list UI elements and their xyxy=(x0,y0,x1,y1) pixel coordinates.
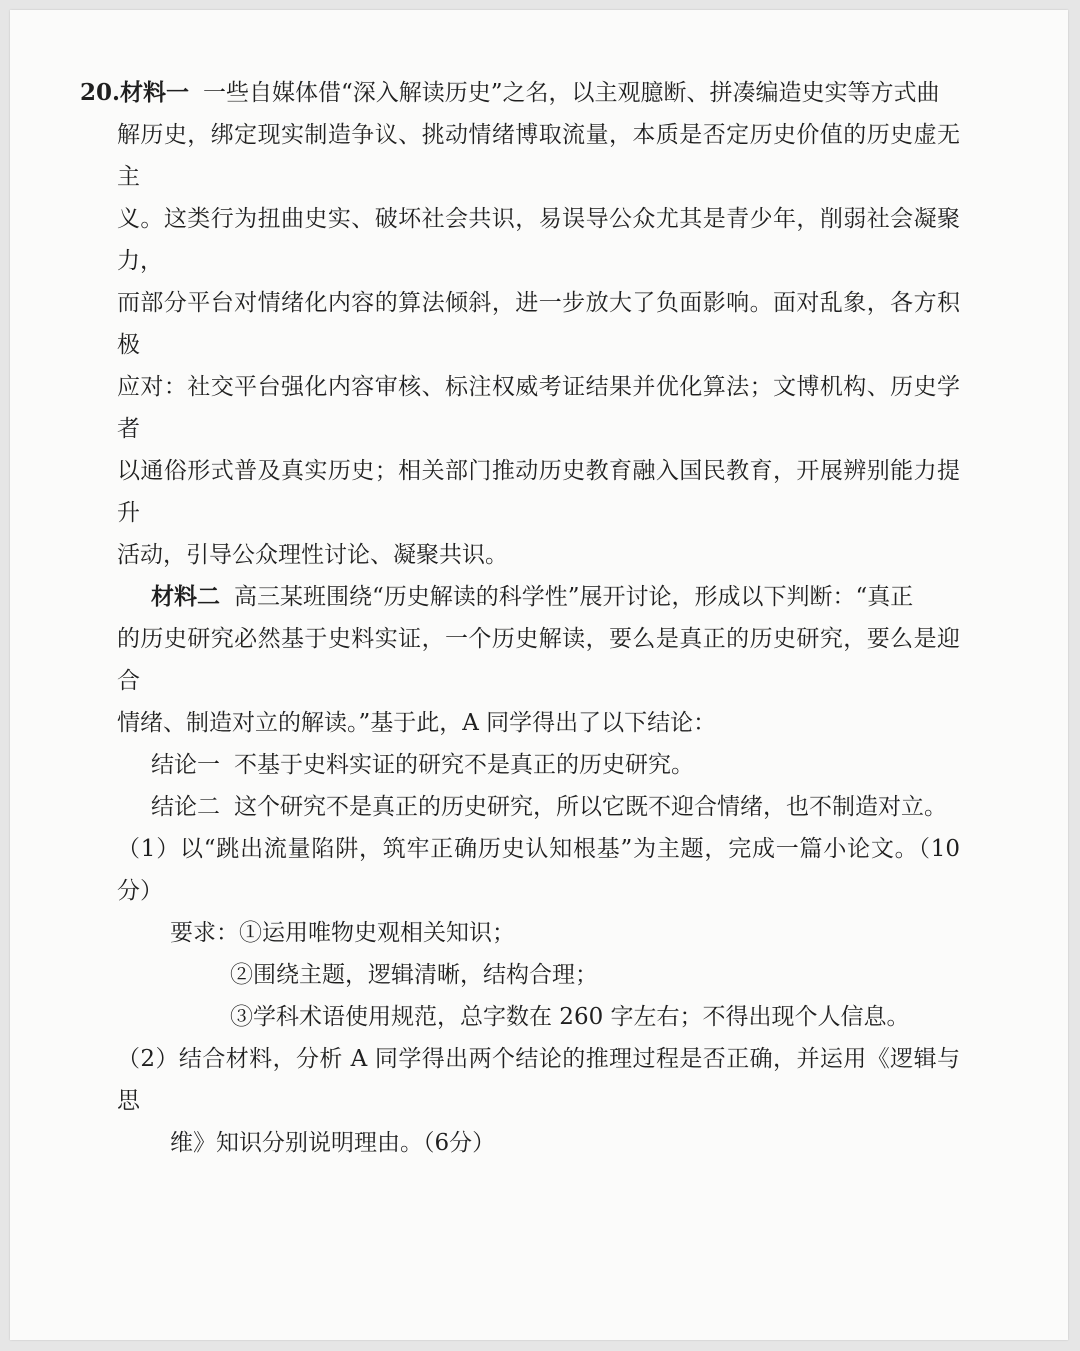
conclusion-label: 结论一 xyxy=(151,752,220,778)
material1-label: 材料一 xyxy=(120,79,190,106)
conclusion-1 xyxy=(80,744,960,786)
material1-line: 义。这类行为扭曲史实、破坏社会共识，易误导公众尤其是青少年，削弱社会凝聚力， xyxy=(117,206,960,274)
requirement-1 xyxy=(80,912,960,954)
material1-line: 而部分平台对情绪化内容的算法倾斜，进一步放大了负面影响。面对乱象，各方积极 xyxy=(117,290,960,358)
material1-line: 活动，引导公众理性讨论、凝聚共识。 xyxy=(117,542,508,568)
requirement-3: ③学科术语使用规范，总字数在 260 字左右；不得出现个人信息。 xyxy=(230,1004,910,1030)
question-20 xyxy=(80,72,960,1164)
requirement-2: ②围绕主题，逻辑清晰，结构合理； xyxy=(230,962,598,988)
material1-line: 以通俗形式普及真实历史；相关部门推动历史教育融入国民教育，开展辨别能力提升 xyxy=(117,458,960,526)
sub-question-1: （1）以“跳出流量陷阱，筑牢正确历史认知根基”为主题，完成一篇小论文。（10分） xyxy=(117,836,960,904)
question-number: 20. xyxy=(80,79,121,106)
sub-question-2: （2）结合材料，分析 A 同学得出两个结论的推理过程是否正确，并运用《逻辑与思 xyxy=(117,1046,960,1114)
requirement-label: 要求： xyxy=(170,920,239,946)
conclusion-label: 结论二 xyxy=(151,794,220,820)
conclusion-text: 这个研究不是真正的历史研究，所以它既不迎合情绪，也不制造对立。 xyxy=(234,794,947,820)
material2-first-line xyxy=(80,576,960,618)
material2-label: 材料二 xyxy=(151,583,220,610)
sub-question-2-continued: 维》知识分别说明理由。（6分） xyxy=(170,1130,496,1156)
conclusion-2 xyxy=(80,786,960,828)
conclusion-text: 不基于史料实证的研究不是真正的历史研究。 xyxy=(234,752,694,778)
material2-line: 情绪、制造对立的解读。”基于此，A 同学得出了以下结论： xyxy=(117,710,717,736)
material1-line: 应对：社交平台强化内容审核、标注权威考证结果并优化算法；文博机构、历史学者 xyxy=(117,374,960,442)
material2-text: 高三某班围绕“历史解读的科学性”展开讨论，形成以下判断：“真正 xyxy=(234,584,914,610)
material2-line: 的历史研究必然基于史料实证，一个历史解读，要么是真正的历史研究，要么是迎合 xyxy=(117,626,960,694)
material1-first-line xyxy=(80,72,960,114)
material1-line: 解历史，绑定现实制造争议、挑动情绪博取流量，本质是否定历史价值的历史虚无主 xyxy=(117,122,960,190)
requirement-text: ①运用唯物史观相关知识； xyxy=(239,920,515,946)
material1-text: 一些自媒体借“深入解读历史”之名，以主观臆断、拼凑编造史实等方式曲 xyxy=(203,80,940,106)
exam-page xyxy=(10,10,1068,1340)
